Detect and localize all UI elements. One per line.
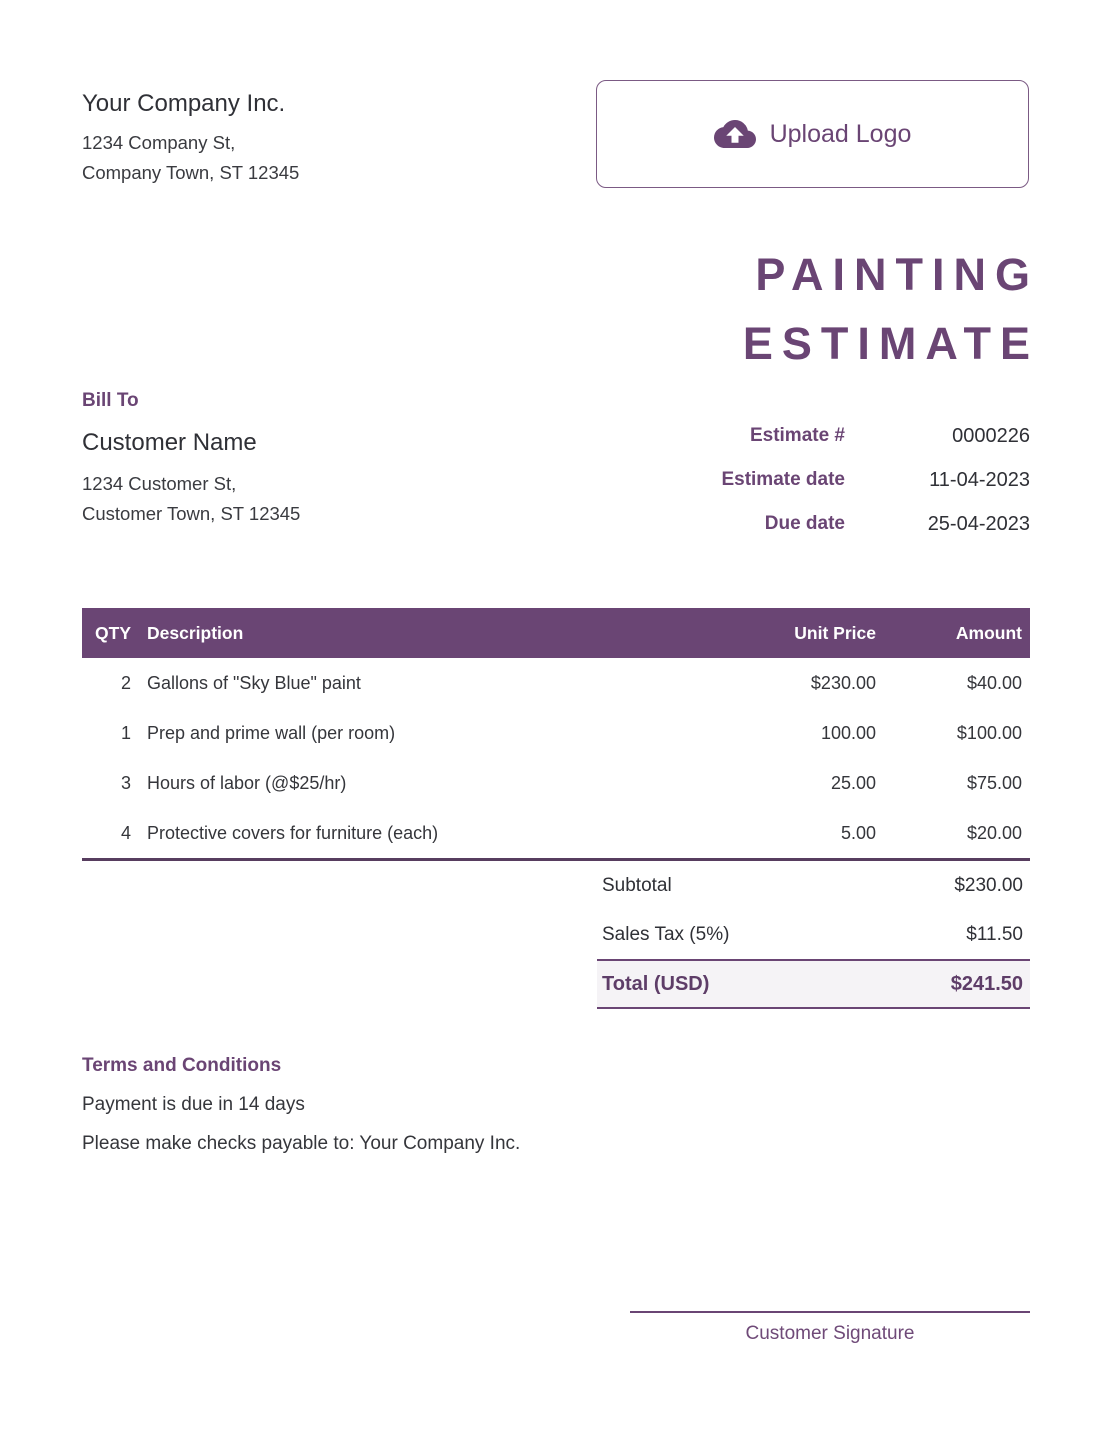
terms-heading: Terms and Conditions <box>82 1055 282 1076</box>
company-address <box>82 128 299 188</box>
table-row <box>82 758 1030 808</box>
tax-label: Sales Tax (5%) <box>602 923 730 945</box>
company-info <box>82 90 299 188</box>
document-title <box>743 240 1039 378</box>
bill-to-section <box>82 390 300 529</box>
cell-unit-price: 25.00 <box>830 772 876 793</box>
cell-qty: 4 <box>120 822 131 843</box>
cell-unit-price: $230.00 <box>810 672 876 693</box>
table-row <box>82 708 1030 758</box>
cell-unit-price: 5.00 <box>840 822 876 843</box>
company-address-line1: 1234 Company St, <box>82 132 236 153</box>
cell-description: Prep and prime wall (per room) <box>147 722 396 743</box>
cell-amount: $75.00 <box>966 772 1022 793</box>
meta-row-due-date <box>600 502 1030 546</box>
subtotal-label: Subtotal <box>602 874 672 896</box>
cell-description: Gallons of "Sky Blue" paint <box>147 672 361 693</box>
cell-qty: 2 <box>120 672 131 693</box>
table-row <box>82 658 1030 708</box>
cell-amount: $20.00 <box>966 822 1022 843</box>
customer-address-line1: 1234 Customer St, <box>82 473 237 494</box>
company-address-line2: Company Town, ST 12345 <box>82 162 300 183</box>
terms-section <box>82 1055 520 1155</box>
cell-description: Protective covers for furniture (each) <box>147 822 439 843</box>
company-name: Your Company Inc. <box>82 90 286 117</box>
cell-qty: 3 <box>120 772 131 793</box>
header-unit-price: Unit Price <box>794 622 876 643</box>
cell-amount: $100.00 <box>956 722 1022 743</box>
cell-qty: 1 <box>120 722 131 743</box>
meta-value: 25-04-2023 <box>927 512 1030 535</box>
meta-label: Estimate date <box>721 469 845 490</box>
subtotal-row <box>597 861 1030 910</box>
meta-label: Estimate # <box>749 425 845 446</box>
estimate-meta <box>600 414 1030 546</box>
signature-section <box>630 1311 1030 1345</box>
header-description: Description <box>147 622 244 643</box>
total-row <box>597 959 1030 1009</box>
customer-name: Customer Name <box>82 429 257 456</box>
signature-label: Customer Signature <box>745 1323 915 1344</box>
items-table-header <box>82 608 1030 658</box>
document-title-line1: PAINTING <box>755 249 1039 300</box>
header-amount: Amount <box>955 622 1022 643</box>
cloud-upload-icon <box>714 113 756 155</box>
upload-logo-label: Upload Logo <box>769 119 912 148</box>
customer-address <box>82 469 300 529</box>
meta-value: 11-04-2023 <box>929 468 1030 491</box>
tax-row <box>597 910 1030 959</box>
tax-value: $11.50 <box>966 923 1023 945</box>
meta-label: Due date <box>764 513 845 534</box>
bill-to-heading: Bill To <box>82 390 139 411</box>
terms-line2: Please make checks payable to: Your Company Inc. <box>82 1133 521 1154</box>
document-title-line2: ESTIMATE <box>742 318 1039 369</box>
header-qty: QTY <box>95 622 131 643</box>
cell-amount: $40.00 <box>966 672 1022 693</box>
total-label: Total (USD) <box>602 972 710 995</box>
meta-value: 0000226 <box>952 424 1030 447</box>
upload-logo-button[interactable] <box>596 80 1029 188</box>
customer-address-line2: Customer Town, ST 12345 <box>82 503 301 524</box>
meta-row-estimate-date <box>600 458 1030 502</box>
cell-description: Hours of labor (@$25/hr) <box>147 772 347 793</box>
cell-unit-price: 100.00 <box>820 722 876 743</box>
subtotal-value: $230.00 <box>954 874 1023 896</box>
total-value: $241.50 <box>950 972 1023 995</box>
totals-section <box>597 861 1030 1009</box>
table-row <box>82 808 1030 858</box>
items-table <box>82 608 1030 861</box>
meta-row-estimate-number <box>600 414 1030 458</box>
terms-line1: Payment is due in 14 days <box>82 1094 305 1115</box>
